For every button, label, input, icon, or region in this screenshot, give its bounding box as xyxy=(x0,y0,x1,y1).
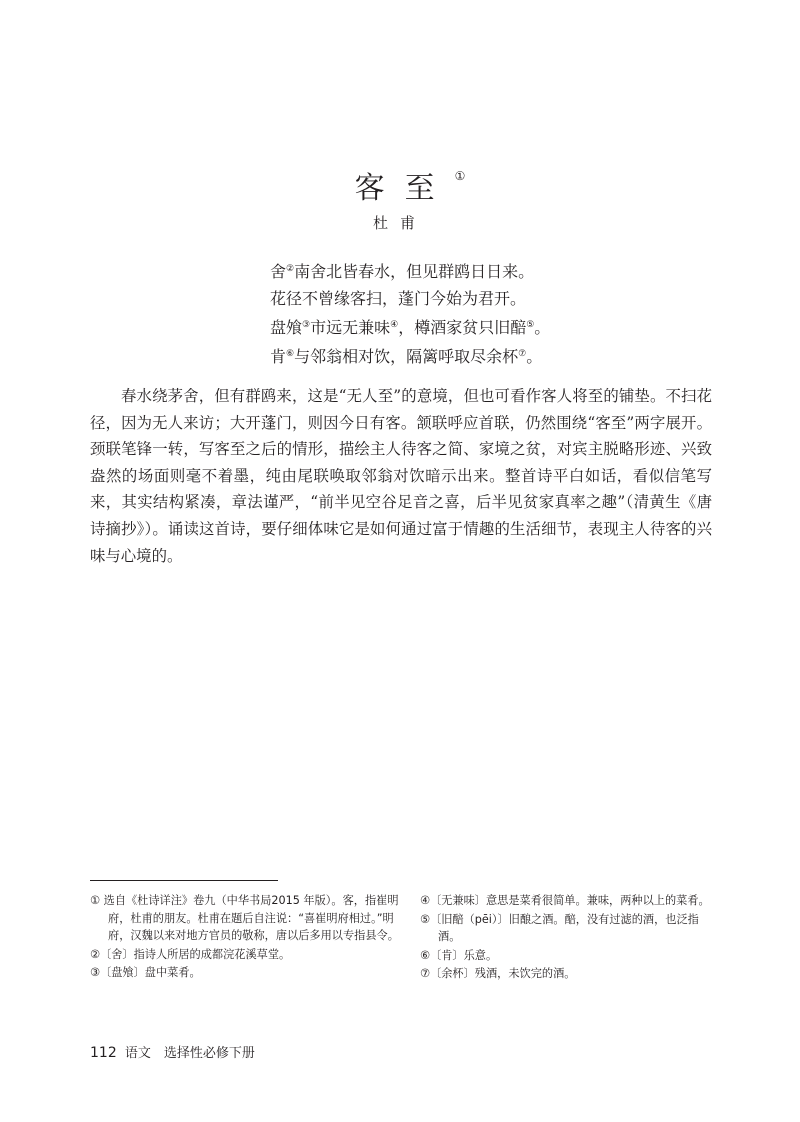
poem-author: 杜甫 xyxy=(372,214,427,232)
footnote: ③〔盘飧〕盘中菜肴。 xyxy=(90,966,201,979)
poem-note-mark: ④ xyxy=(390,320,399,330)
footnote: ④〔无兼味〕意思是菜肴很简单。兼味，两种以上的菜肴。 xyxy=(420,894,710,907)
poem-text: 肯 xyxy=(270,347,287,366)
commentary-paragraph: 春水绕茅舍，但有群鸥来，这是“无人至”的意境，但也可看作客人将至的铺垫。不扫花径，因为无人来访；大开蓬门，则因今日有客。颔联呼应首联，仍然围绕“客至”两字展开。颈联笔锋一转，写客至之后的情形，描绘主人待客之简、家境之贫，对宾主脱略形迹、兴致盎然的场面则毫不着墨，纯由尾联唤取邻翁对饮暗示出来。整首诗平白如话，看似信笔写来，其实结构紧凑，章法谨严，“前半见空谷足音之喜，后半见贫家真率之趣”（清黄生《唐诗摘抄》）。诵读这首诗，要仔细体味它是如何通过富于情趣的生活细节，表现主人待客的兴味与心境的。 xyxy=(90,387,712,565)
footnote: ⑥〔肯〕乐意。 xyxy=(420,948,498,962)
footnote: ②〔舍〕指诗人所居的成都浣花溪草堂。 xyxy=(90,947,291,961)
poem-line xyxy=(270,312,590,341)
poem-title-text: 客至 xyxy=(354,171,455,206)
poem-text: 。 xyxy=(534,318,551,337)
footnote: ⑦〔余杯〕残酒，未饮完的酒。 xyxy=(420,967,576,980)
poem-line xyxy=(270,341,590,370)
poem-line xyxy=(270,256,590,285)
poem-text: 南舍北皆春水，但见群鸥日日来。 xyxy=(294,262,535,281)
poem-text: 市远无兼味 xyxy=(310,318,391,337)
poem-note-mark: ⑤ xyxy=(526,320,535,330)
book-title: 语文 选择性必修下册 xyxy=(124,1046,255,1061)
footnote: ① 选自《杜诗详注》卷九（中华书局2015 年版）。客，指崔明府，杜甫的朋友。杜甫在题后自注说：“喜崔明府相过。”明府，汉魏以来对地方官员的敬称，唐以后多用以专指县令。 xyxy=(90,894,399,942)
poem-body xyxy=(270,256,590,370)
page-footer xyxy=(90,1044,255,1063)
footnote: ⑤〔旧醅（pēi）〕旧酿之酒。醅，没有过滤的酒，也泛指酒。 xyxy=(420,912,699,943)
poem-note-mark: ② xyxy=(286,264,295,274)
page-number: 112 xyxy=(90,1045,117,1061)
poem-note-mark: ⑥ xyxy=(286,349,295,359)
footnotes-right-column xyxy=(420,892,710,984)
title-note-mark: ① xyxy=(454,169,466,183)
poem-line xyxy=(270,285,590,312)
footnote-divider xyxy=(90,880,278,881)
poem-note-mark: ③ xyxy=(302,320,311,330)
poem-text: 与邻翁相对饮，隔篱呼取尽余杯 xyxy=(294,347,519,366)
poem-note-mark: ⑦ xyxy=(518,349,527,359)
poem-text: 盘飧 xyxy=(270,318,303,337)
poem-text: ，樽酒家贫只旧醅 xyxy=(398,318,527,337)
poem-title xyxy=(0,156,800,209)
footnotes-left-column xyxy=(90,892,400,983)
poem-text: 舍 xyxy=(270,262,287,281)
poem-text: 。 xyxy=(526,347,543,366)
poem-text: 花径不曾缘客扫，蓬门今始为君开。 xyxy=(270,289,527,308)
